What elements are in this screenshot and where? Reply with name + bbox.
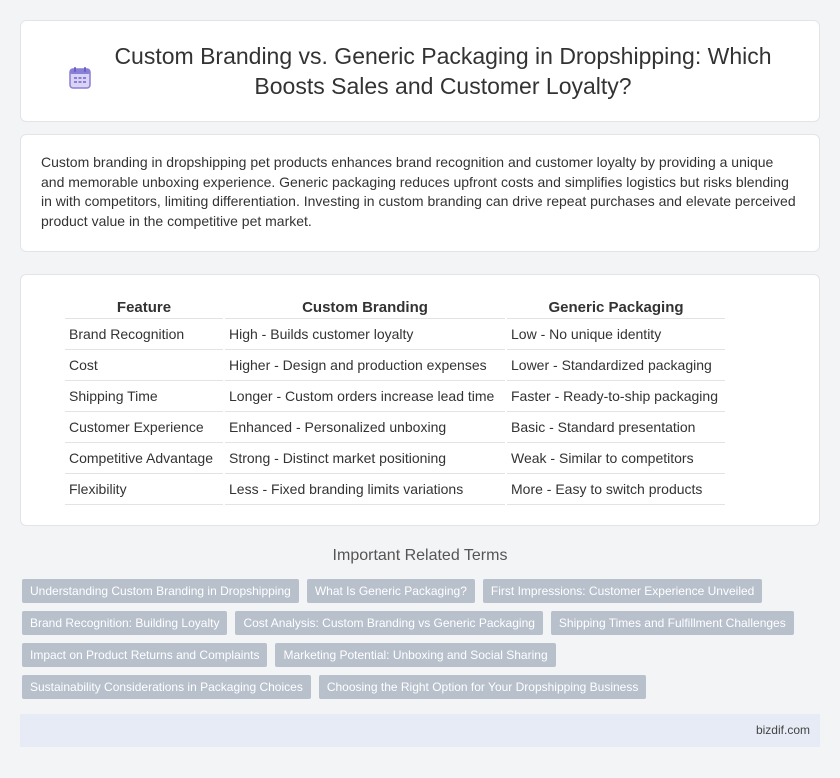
related-terms-list: [22, 579, 822, 707]
table-row: [65, 412, 725, 443]
intro-card: [20, 134, 820, 252]
cell-custom: High - Builds customer loyalty: [225, 319, 505, 350]
cell-custom: Strong - Distinct market positioning: [225, 443, 505, 474]
cell-custom: Higher - Design and production expenses: [225, 350, 505, 381]
cell-generic: Low - No unique identity: [507, 319, 725, 350]
cell-feature: Flexibility: [65, 474, 223, 505]
related-term-tag[interactable]: Brand Recognition: Building Loyalty: [22, 611, 227, 635]
cell-feature: Shipping Time: [65, 381, 223, 412]
title-card: [20, 20, 820, 122]
cell-generic: Faster - Ready-to-ship packaging: [507, 381, 725, 412]
related-term-tag[interactable]: Impact on Product Returns and Complaints: [22, 643, 267, 667]
table-row: [65, 443, 725, 474]
footer-site-link[interactable]: bizdif.com: [755, 723, 810, 737]
cell-custom: Enhanced - Personalized unboxing: [225, 412, 505, 443]
table-row: [65, 319, 725, 350]
cell-generic: More - Easy to switch products: [507, 474, 725, 505]
cell-feature: Cost: [65, 350, 223, 381]
header-generic-packaging: Generic Packaging: [507, 297, 725, 319]
cell-generic: Lower - Standardized packaging: [507, 350, 725, 381]
related-term-tag[interactable]: What Is Generic Packaging?: [307, 579, 475, 603]
cell-generic: Weak - Similar to competitors: [507, 443, 725, 474]
related-term-tag[interactable]: Sustainability Considerations in Packaging Choices: [22, 675, 311, 699]
related-term-tag[interactable]: Understanding Custom Branding in Dropshipping: [22, 579, 299, 603]
header-custom-branding: Custom Branding: [225, 297, 505, 319]
related-term-tag[interactable]: Marketing Potential: Unboxing and Social Sharing: [275, 643, 555, 667]
header-feature: Feature: [65, 297, 223, 319]
related-term-tag[interactable]: Choosing the Right Option for Your Dropshipping Business: [319, 675, 647, 699]
cell-generic: Basic - Standard presentation: [507, 412, 725, 443]
table-row: [65, 381, 725, 412]
related-term-tag[interactable]: Shipping Times and Fulfillment Challenges: [551, 611, 794, 635]
comparison-table: [63, 297, 727, 505]
cell-feature: Brand Recognition: [65, 319, 223, 350]
cell-feature: Customer Experience: [65, 412, 223, 443]
related-term-tag[interactable]: First Impressions: Customer Experience Unveiled: [483, 579, 762, 603]
table-header-row: [65, 297, 725, 319]
comparison-card: [20, 274, 820, 526]
related-terms-heading: Important Related Terms: [332, 547, 508, 564]
table-row: [65, 474, 725, 505]
calendar-icon: [67, 65, 93, 91]
intro-paragraph: Custom branding in dropshipping pet products enhances brand recognition and customer loyalty by providing a unique and memorable unboxing experience. Generic packaging reduces upfront costs and simplifies logistics but risks blending in with competitors, limiting differentiation. Investing in custom branding can drive repeat purchases and elevate perceived product value in the competitive pet market.: [41, 154, 796, 229]
cell-custom: Longer - Custom orders increase lead time: [225, 381, 505, 412]
related-term-tag[interactable]: Cost Analysis: Custom Branding vs Generic Packaging: [235, 611, 542, 635]
footer: [20, 714, 820, 747]
cell-custom: Less - Fixed branding limits variations: [225, 474, 505, 505]
cell-feature: Competitive Advantage: [65, 443, 223, 474]
page-title: Custom Branding vs. Generic Packaging in Dropshipping: Which Boosts Sales and Customer Loyalty?: [114, 43, 772, 99]
table-row: [65, 350, 725, 381]
